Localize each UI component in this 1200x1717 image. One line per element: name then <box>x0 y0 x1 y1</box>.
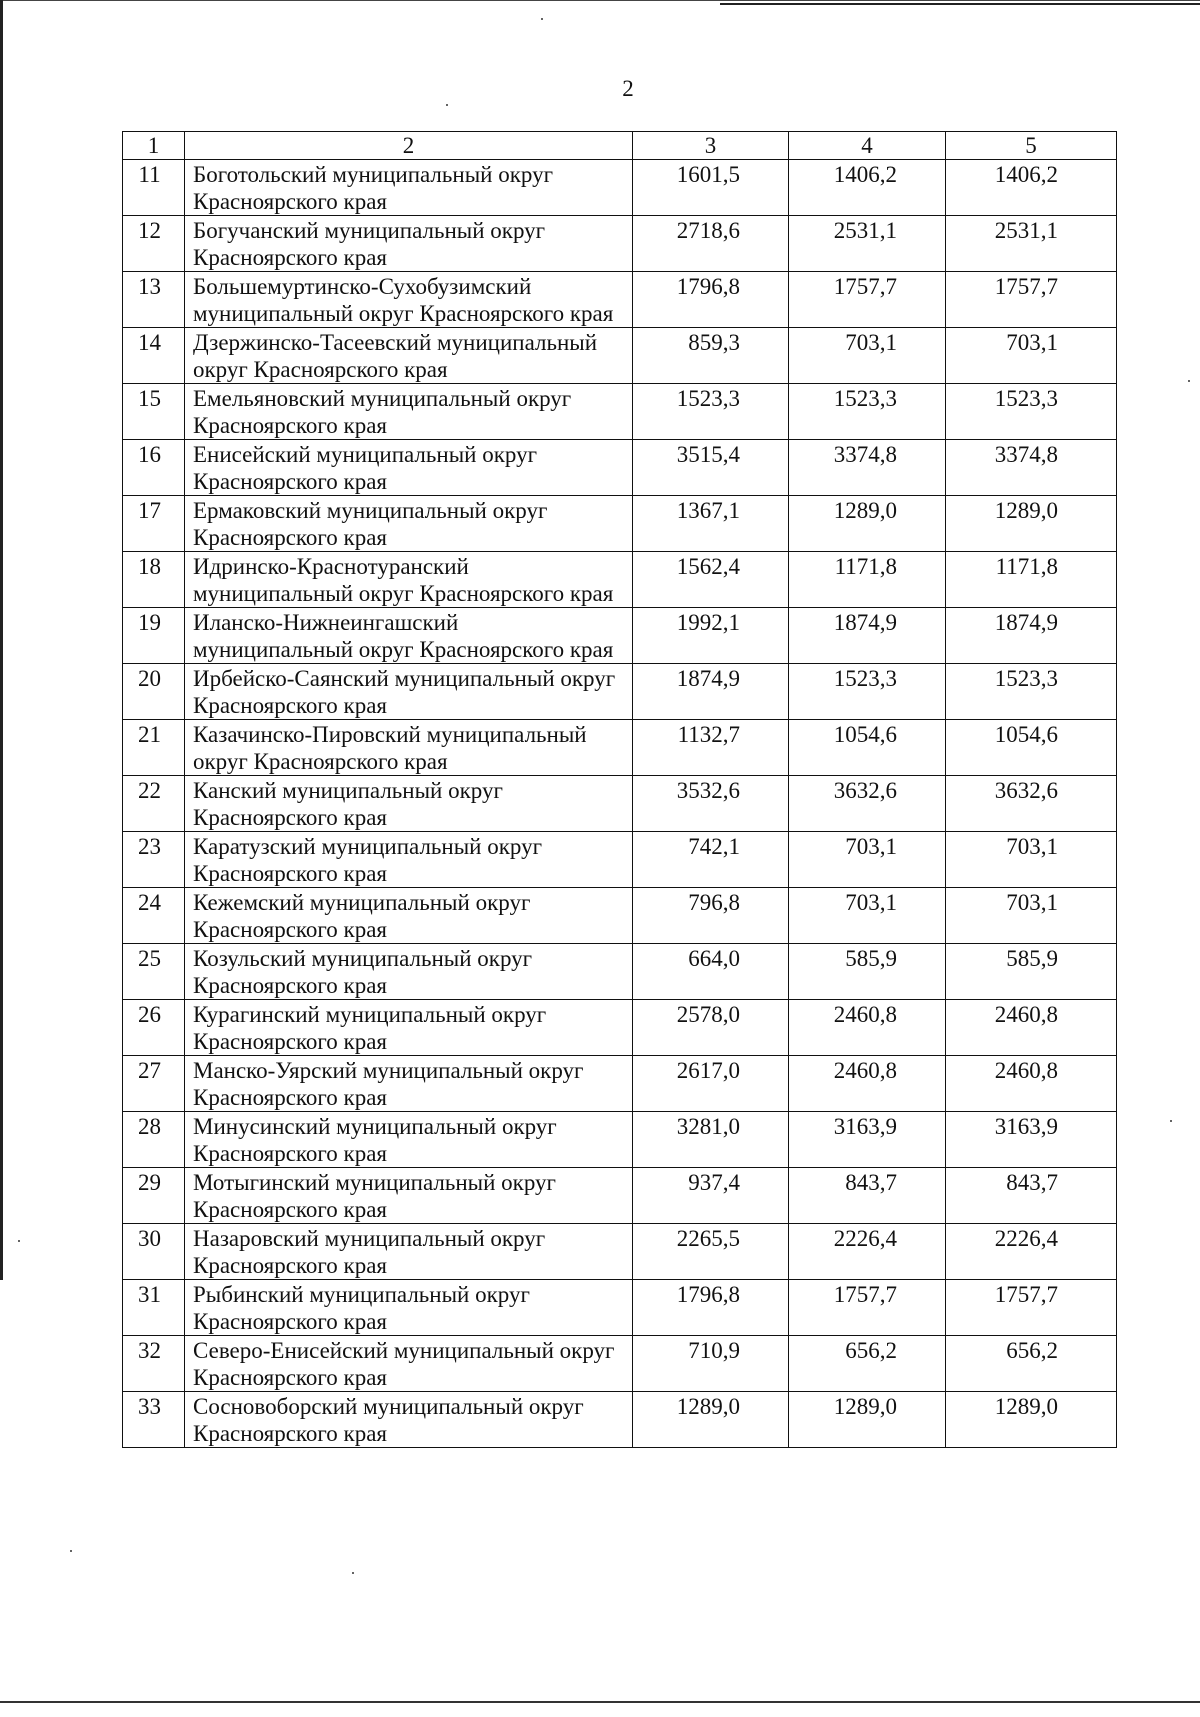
district-name: Канский муниципальный округ Красноярского края <box>185 776 633 832</box>
district-name: Емельяновский муниципальный округ Красноярского края <box>185 384 633 440</box>
value-col5: 3163,9 <box>946 1112 1117 1168</box>
district-name: Большемуртинско-Сухобузимский муниципальный округ Красноярского края <box>185 272 633 328</box>
district-name: Козульский муниципальный округ Красноярского края <box>185 944 633 1000</box>
row-number: 33 <box>123 1392 185 1448</box>
table-row <box>123 1224 1117 1280</box>
district-name: Кежемский муниципальный округ Красноярского края <box>185 888 633 944</box>
table-row <box>123 384 1117 440</box>
table-row <box>123 1280 1117 1336</box>
row-number: 22 <box>123 776 185 832</box>
scan-edge-top-right <box>720 3 1200 5</box>
table-row <box>123 496 1117 552</box>
value-col5: 1757,7 <box>946 1280 1117 1336</box>
district-name: Дзержинско-Тасеевский муниципальный округ Красноярского края <box>185 328 633 384</box>
value-col5: 843,7 <box>946 1168 1117 1224</box>
value-col5: 703,1 <box>946 888 1117 944</box>
row-number: 15 <box>123 384 185 440</box>
row-number: 30 <box>123 1224 185 1280</box>
row-number: 26 <box>123 1000 185 1056</box>
value-col3: 2718,6 <box>633 216 789 272</box>
value-col5: 3374,8 <box>946 440 1117 496</box>
district-name: Енисейский муниципальный округ Красноярского края <box>185 440 633 496</box>
table-row <box>123 664 1117 720</box>
table-row <box>123 272 1117 328</box>
value-col5: 1757,7 <box>946 272 1117 328</box>
scan-edge-bottom <box>0 1701 1200 1703</box>
scan-edge-top <box>0 0 1200 1</box>
row-number: 12 <box>123 216 185 272</box>
value-col4: 2531,1 <box>789 216 946 272</box>
value-col3: 2617,0 <box>633 1056 789 1112</box>
value-col3: 859,3 <box>633 328 789 384</box>
value-col4: 2460,8 <box>789 1000 946 1056</box>
value-col4: 1406,2 <box>789 160 946 216</box>
row-number: 18 <box>123 552 185 608</box>
table-row <box>123 832 1117 888</box>
table-row <box>123 1168 1117 1224</box>
district-name: Курагинский муниципальный округ Красноярского края <box>185 1000 633 1056</box>
value-col5: 2460,8 <box>946 1000 1117 1056</box>
value-col3: 3532,6 <box>633 776 789 832</box>
value-col3: 937,4 <box>633 1168 789 1224</box>
value-col3: 1289,0 <box>633 1392 789 1448</box>
value-col5: 1523,3 <box>946 664 1117 720</box>
row-number: 29 <box>123 1168 185 1224</box>
value-col3: 1562,4 <box>633 552 789 608</box>
row-number: 20 <box>123 664 185 720</box>
value-col4: 703,1 <box>789 888 946 944</box>
value-col3: 796,8 <box>633 888 789 944</box>
value-col4: 1757,7 <box>789 1280 946 1336</box>
district-name: Мотыгинский муниципальный округ Красноярского края <box>185 1168 633 1224</box>
data-table <box>122 131 1117 1448</box>
value-col3: 1601,5 <box>633 160 789 216</box>
row-number: 11 <box>123 160 185 216</box>
scan-speck <box>70 1550 72 1552</box>
value-col3: 2265,5 <box>633 1224 789 1280</box>
value-col5: 1054,6 <box>946 720 1117 776</box>
value-col5: 656,2 <box>946 1336 1117 1392</box>
value-col3: 3515,4 <box>633 440 789 496</box>
scan-speck <box>352 1572 354 1574</box>
row-number: 13 <box>123 272 185 328</box>
table-row <box>123 160 1117 216</box>
table-row <box>123 440 1117 496</box>
value-col3: 1874,9 <box>633 664 789 720</box>
value-col4: 1171,8 <box>789 552 946 608</box>
scan-speck <box>1170 1120 1172 1122</box>
value-col4: 2460,8 <box>789 1056 946 1112</box>
row-number: 27 <box>123 1056 185 1112</box>
value-col3: 664,0 <box>633 944 789 1000</box>
district-name: Рыбинский муниципальный округ Красноярского края <box>185 1280 633 1336</box>
value-col3: 1132,7 <box>633 720 789 776</box>
table-row <box>123 1392 1117 1448</box>
row-number: 25 <box>123 944 185 1000</box>
value-col4: 1054,6 <box>789 720 946 776</box>
district-name: Сосновоборский муниципальный округ Красноярского края <box>185 1392 633 1448</box>
district-name: Ирбейско-Саянский муниципальный округ Красноярского края <box>185 664 633 720</box>
value-col4: 703,1 <box>789 832 946 888</box>
table-row <box>123 1336 1117 1392</box>
district-name: Боготольский муниципальный округ Красноярского края <box>185 160 633 216</box>
value-col4: 703,1 <box>789 328 946 384</box>
header-cell-4: 4 <box>789 132 946 160</box>
table-row <box>123 1000 1117 1056</box>
row-number: 19 <box>123 608 185 664</box>
table-row <box>123 888 1117 944</box>
value-col5: 1874,9 <box>946 608 1117 664</box>
table-row <box>123 720 1117 776</box>
value-col4: 2226,4 <box>789 1224 946 1280</box>
value-col4: 3632,6 <box>789 776 946 832</box>
header-cell-3: 3 <box>633 132 789 160</box>
scan-edge-left <box>0 0 3 1280</box>
value-col4: 843,7 <box>789 1168 946 1224</box>
value-col3: 742,1 <box>633 832 789 888</box>
district-name: Манско-Уярский муниципальный округ Красноярского края <box>185 1056 633 1112</box>
table-row <box>123 608 1117 664</box>
header-cell-1: 1 <box>123 132 185 160</box>
row-number: 23 <box>123 832 185 888</box>
district-name: Каратузский муниципальный округ Красноярского края <box>185 832 633 888</box>
value-col4: 1757,7 <box>789 272 946 328</box>
table-row <box>123 328 1117 384</box>
value-col3: 1796,8 <box>633 272 789 328</box>
value-col5: 2531,1 <box>946 216 1117 272</box>
value-col5: 1289,0 <box>946 1392 1117 1448</box>
table-row <box>123 776 1117 832</box>
table-row <box>123 1056 1117 1112</box>
scan-speck <box>1188 380 1190 382</box>
value-col5: 2226,4 <box>946 1224 1117 1280</box>
district-name: Идринско-Краснотуранский муниципальный округ Красноярского края <box>185 552 633 608</box>
row-number: 21 <box>123 720 185 776</box>
value-col4: 1523,3 <box>789 384 946 440</box>
scan-speck <box>446 104 448 106</box>
value-col5: 3632,6 <box>946 776 1117 832</box>
district-name: Иланско-Нижнеингашский муниципальный округ Красноярского края <box>185 608 633 664</box>
table-row <box>123 1112 1117 1168</box>
row-number: 17 <box>123 496 185 552</box>
district-name: Богучанский муниципальный округ Красноярского края <box>185 216 633 272</box>
value-col3: 1367,1 <box>633 496 789 552</box>
value-col5: 1406,2 <box>946 160 1117 216</box>
value-col4: 3163,9 <box>789 1112 946 1168</box>
row-number: 31 <box>123 1280 185 1336</box>
value-col4: 1523,3 <box>789 664 946 720</box>
row-number: 32 <box>123 1336 185 1392</box>
value-col3: 1796,8 <box>633 1280 789 1336</box>
value-col4: 1289,0 <box>789 1392 946 1448</box>
value-col5: 703,1 <box>946 832 1117 888</box>
value-col4: 656,2 <box>789 1336 946 1392</box>
district-name: Северо-Енисейский муниципальный округ Красноярского края <box>185 1336 633 1392</box>
scan-speck <box>18 1240 20 1242</box>
value-col5: 1171,8 <box>946 552 1117 608</box>
district-name: Назаровский муниципальный округ Красноярского края <box>185 1224 633 1280</box>
row-number: 28 <box>123 1112 185 1168</box>
value-col3: 1992,1 <box>633 608 789 664</box>
row-number: 14 <box>123 328 185 384</box>
district-name: Ермаковский муниципальный округ Красноярского края <box>185 496 633 552</box>
scan-speck <box>541 18 543 20</box>
table-row <box>123 216 1117 272</box>
value-col3: 3281,0 <box>633 1112 789 1168</box>
value-col5: 703,1 <box>946 328 1117 384</box>
page-number: 2 <box>622 76 634 101</box>
value-col4: 1874,9 <box>789 608 946 664</box>
value-col5: 2460,8 <box>946 1056 1117 1112</box>
value-col5: 585,9 <box>946 944 1117 1000</box>
header-row <box>123 132 1117 160</box>
table-row <box>123 944 1117 1000</box>
row-number: 16 <box>123 440 185 496</box>
header-cell-2: 2 <box>185 132 633 160</box>
table-row <box>123 552 1117 608</box>
value-col3: 2578,0 <box>633 1000 789 1056</box>
value-col4: 585,9 <box>789 944 946 1000</box>
value-col4: 1289,0 <box>789 496 946 552</box>
district-name: Казачинско-Пировский муниципальный округ Красноярского края <box>185 720 633 776</box>
value-col5: 1289,0 <box>946 496 1117 552</box>
value-col3: 1523,3 <box>633 384 789 440</box>
value-col3: 710,9 <box>633 1336 789 1392</box>
header-cell-5: 5 <box>946 132 1117 160</box>
row-number: 24 <box>123 888 185 944</box>
district-name: Минусинский муниципальный округ Красноярского края <box>185 1112 633 1168</box>
value-col5: 1523,3 <box>946 384 1117 440</box>
value-col4: 3374,8 <box>789 440 946 496</box>
